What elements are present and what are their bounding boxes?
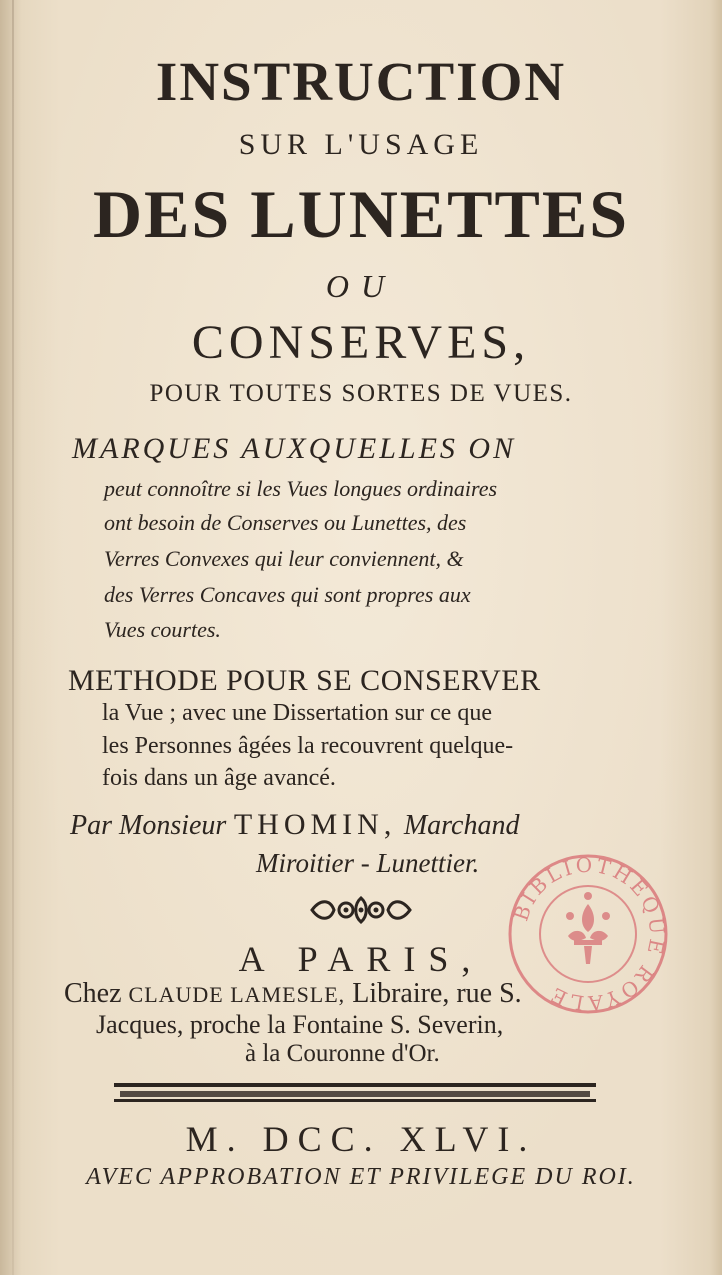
title-des-lunettes: DES LUNETTES	[92, 176, 630, 252]
imprint-line-1	[64, 978, 522, 1010]
imprint-address: Libraire, rue S.	[352, 978, 522, 1009]
decorative-rule	[114, 1082, 596, 1104]
methode-line: les Personnes âgées la recouvrent quelque-	[102, 733, 514, 759]
title-conserves: CONSERVES,	[191, 316, 531, 369]
marques-line: Vues courtes.	[104, 617, 221, 642]
imprint-chez: Chez	[64, 978, 122, 1009]
marques-line: Verres Convexes qui leur conviennent, &	[104, 546, 464, 571]
title-instruction: INSTRUCTION	[155, 51, 567, 112]
imprint-line-2: Jacques, proche la Fontaine S. Severin,	[96, 1010, 504, 1039]
marques-line: des Verres Concaves qui sont propres aux	[104, 582, 471, 607]
title-sur-usage: SUR L'USAGE	[238, 128, 484, 161]
methode-heading: METHODE POUR SE CONSERVER	[68, 664, 541, 697]
publication-date: M. DCC. XLVI.	[185, 1119, 537, 1159]
approbation-line: AVEC APPROBATION ET PRIVILEGE DU ROI.	[86, 1164, 636, 1190]
title-ou: OU	[325, 268, 397, 304]
methode-line: la Vue ; avec une Dissertation sur ce que	[102, 700, 492, 726]
author-line	[70, 808, 519, 842]
author-role-2: Miroitier - Lunettier.	[256, 848, 480, 878]
library-stamp	[504, 850, 672, 1018]
title-pour-toutes: POUR TOUTES SORTES DE VUES.	[149, 380, 573, 407]
methode-line: fois dans un âge avancé.	[102, 765, 336, 791]
marques-line: peut connoître si les Vues longues ordinaires	[104, 476, 498, 501]
marques-heading: MARQUES AUXQUELLES ON	[72, 432, 517, 465]
fleuron-ornament	[306, 893, 416, 927]
svg-text:BIBLIOTHEQUE ROYALE: BIBLIOTHEQUE ROYALE	[508, 852, 670, 1016]
imprint-publisher: CLAUDE LAMESLE,	[128, 982, 346, 1007]
imprint-city: A PARIS,	[238, 939, 484, 979]
marques-line: ont besoin de Conserves ou Lunettes, des	[104, 510, 467, 535]
author-prefix: Par Monsieur	[70, 810, 227, 841]
imprint-line-3: à la Couronne d'Or.	[245, 1040, 440, 1067]
author-role-1: Marchand	[403, 810, 520, 841]
author-name: THOMIN,	[233, 808, 397, 841]
